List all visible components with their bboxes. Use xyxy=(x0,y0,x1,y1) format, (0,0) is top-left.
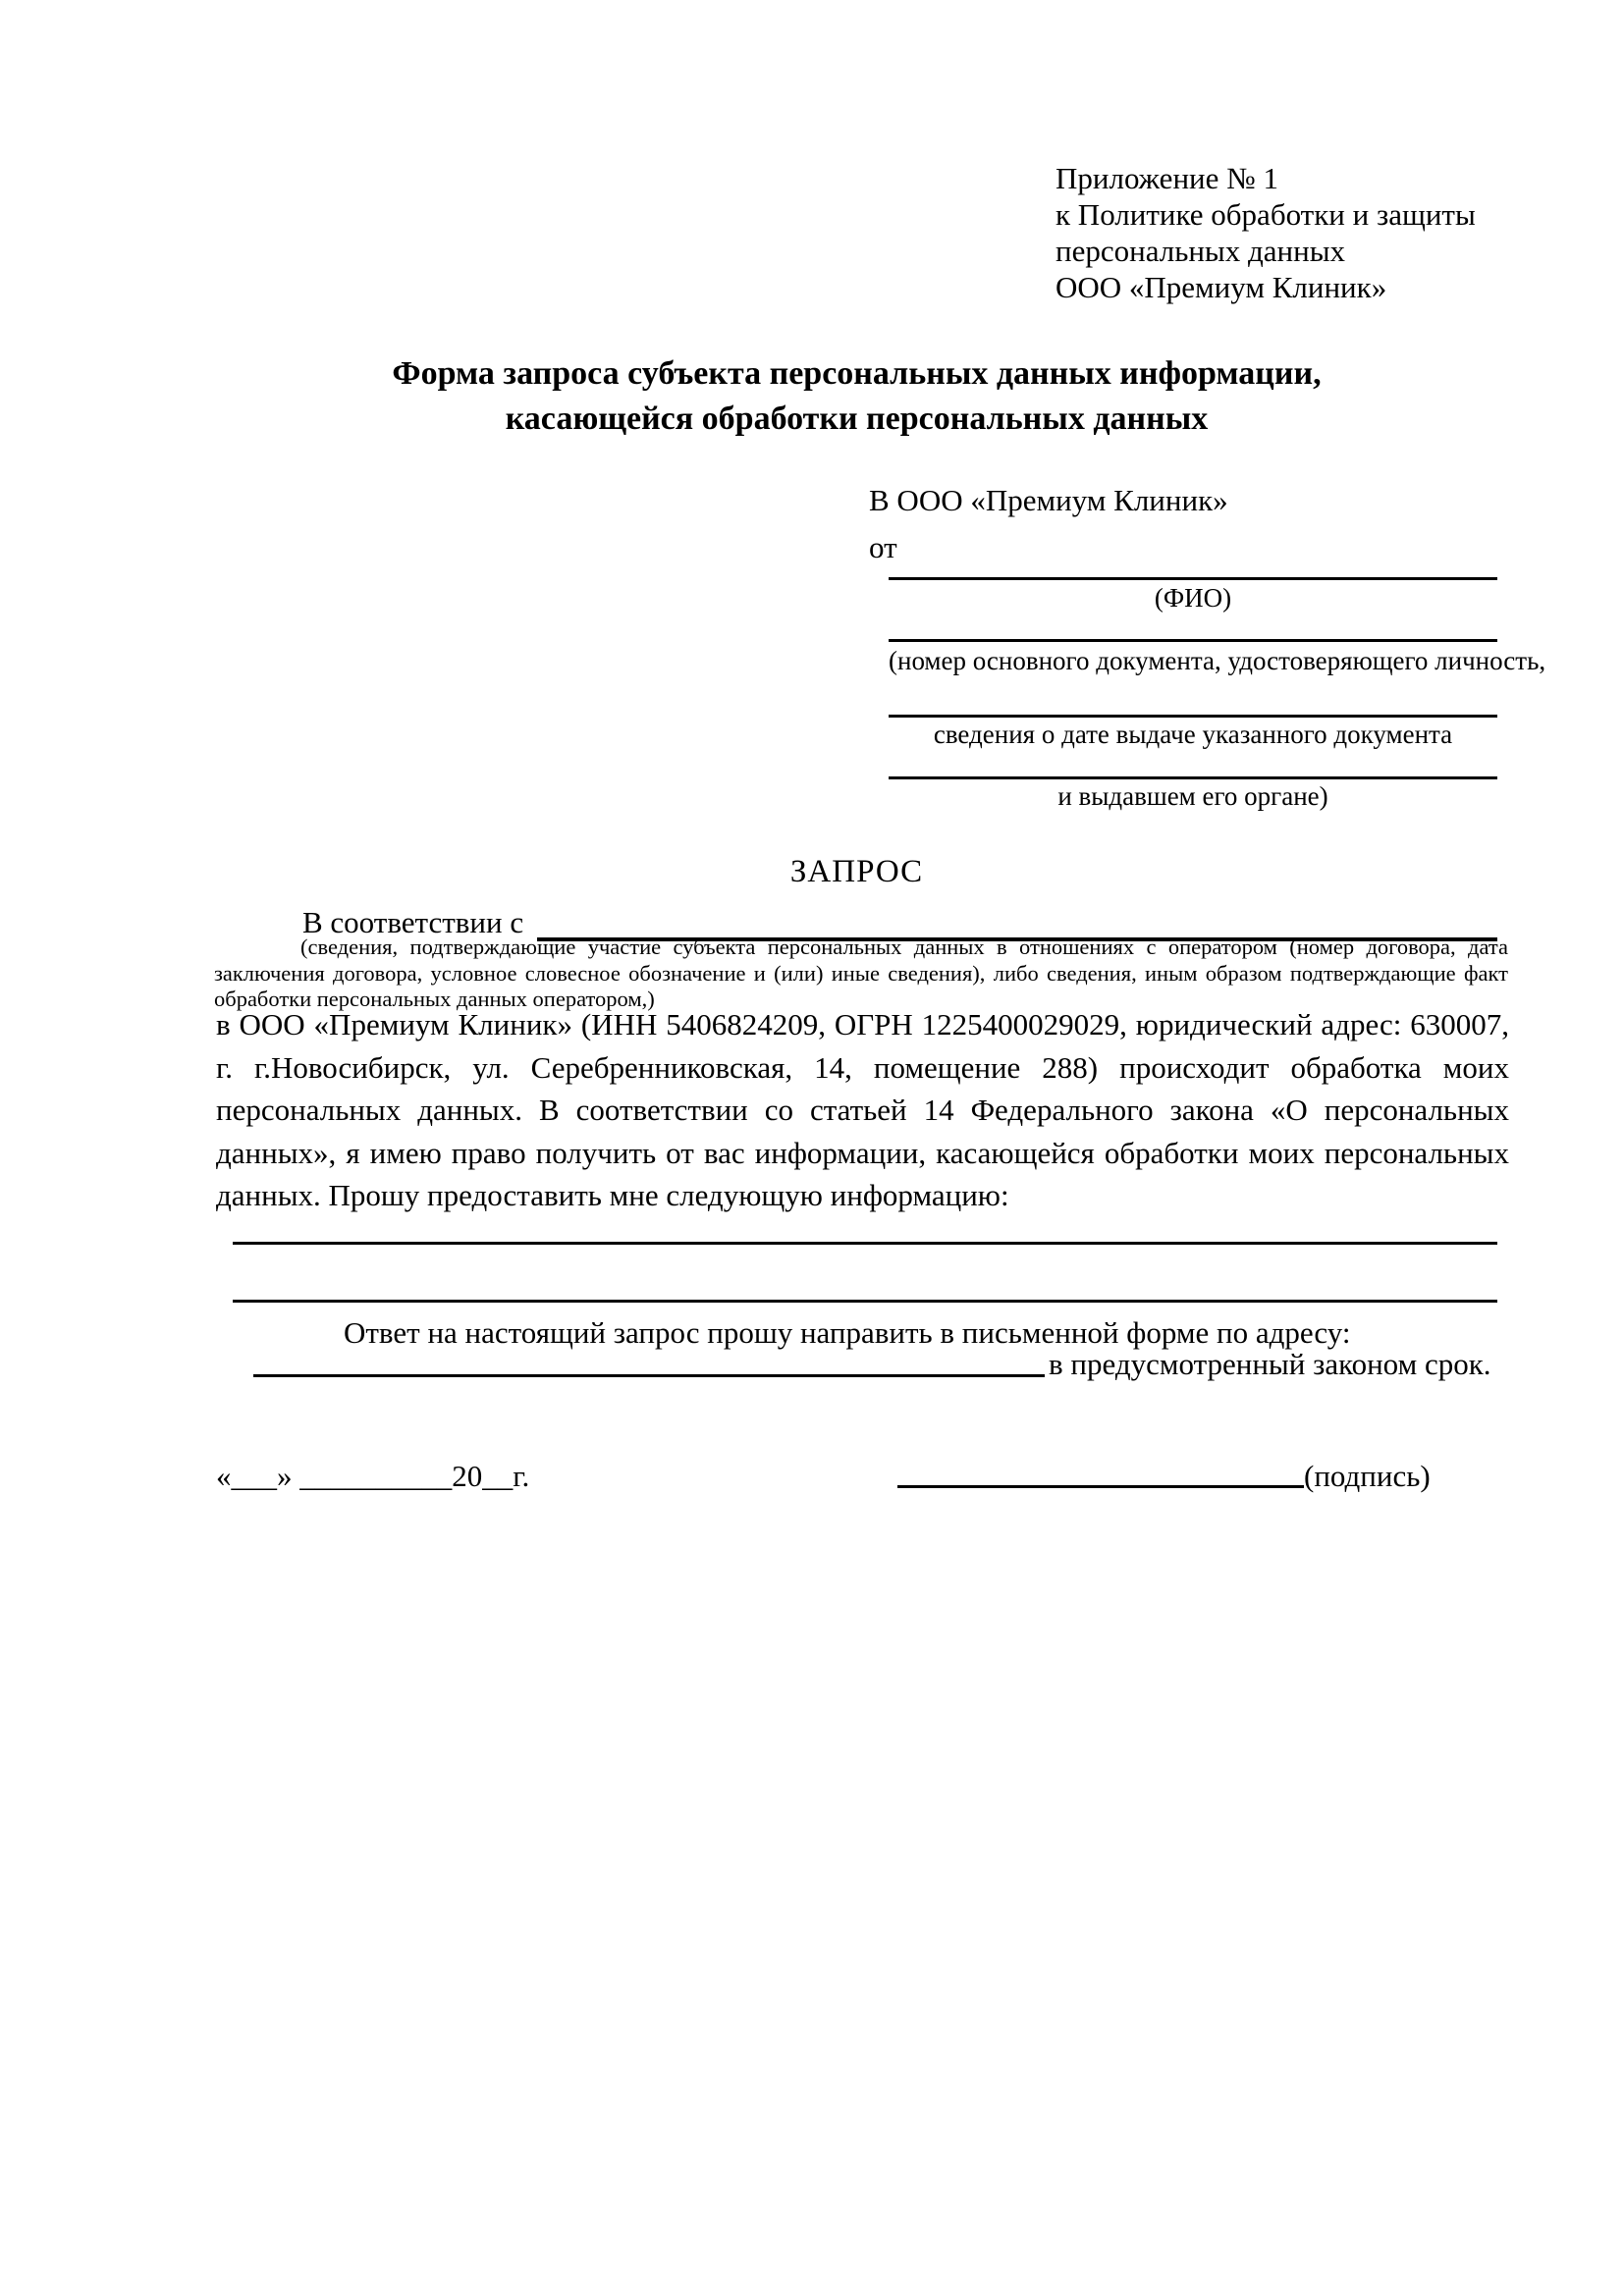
document-title-line-1: Форма запроса субъекта персональных данных информации, xyxy=(392,355,1322,392)
document-number-blank-line xyxy=(889,612,1497,642)
fio-blank-line xyxy=(889,550,1497,580)
address-blank-line xyxy=(253,1347,1045,1377)
document-title-line-2: касающейся обработки персональных данных xyxy=(505,400,1209,437)
information-blank-line-2 xyxy=(233,1272,1497,1303)
answer-paragraph: Ответ на настоящий запрос прошу направить в письменной форме по адресу: xyxy=(344,1315,1351,1350)
appendix-line-4: ООО «Премиум Клиник» xyxy=(1056,270,1387,304)
request-heading: ЗАПРОС xyxy=(789,854,924,889)
signature-blank-line xyxy=(897,1458,1304,1488)
issuing-authority-blank-line xyxy=(889,749,1497,779)
appendix-note xyxy=(1056,160,1476,305)
answer-suffix: в предусмотренный законом срок. xyxy=(1049,1347,1491,1381)
signature-label: (подпись) xyxy=(1304,1459,1431,1493)
issue-date-label: сведения о дате выдаче указанного документа xyxy=(933,720,1453,749)
addressee-from: от xyxy=(869,530,897,564)
fine-print-note: (сведения, подтверждающие участие субъекта персональных данных в отношениях с оператором (номер договора, дата заключения договора, условное словесное обозначение и (или) иные сведения), либо сведения, иным образом подтверждающие факт обработки персональных данных оператором,) xyxy=(214,934,1508,1011)
accordance-prefix: В соответствии с xyxy=(302,905,524,939)
date-line: «___» __________20__г. xyxy=(216,1459,530,1493)
appendix-line-1: Приложение № 1 xyxy=(1056,161,1278,195)
appendix-line-3: персональных данных xyxy=(1056,234,1346,268)
information-blank-line-1 xyxy=(233,1214,1497,1245)
request-body-paragraph: в ООО «Премиум Клиник» (ИНН 5406824209, ОГРН 1225400029029, юридический адрес: 630007, г. г.Новосибирск, ул. Серебренниковская, 14, помещение 288) происходит обработка моих персональных данных. В соответствии со статьей 14 Федерального закона «О персональных данных», я имею право получить от вас информации, касающейся обработки моих персональных данных. Прошу предоставить мне следующую информацию: xyxy=(216,1007,1509,1212)
fio-label: (ФИО) xyxy=(1154,583,1232,613)
appendix-line-2: к Политике обработки и защиты xyxy=(1056,197,1476,232)
issuing-authority-label: и выдавшем его органе) xyxy=(1057,781,1328,811)
addressee-to: В ООО «Премиум Клиник» xyxy=(869,483,1228,517)
document-title xyxy=(216,351,1497,442)
issue-date-blank-line xyxy=(889,687,1497,718)
document-number-label: (номер основного документа, удостоверяющего личность, xyxy=(889,646,1546,675)
